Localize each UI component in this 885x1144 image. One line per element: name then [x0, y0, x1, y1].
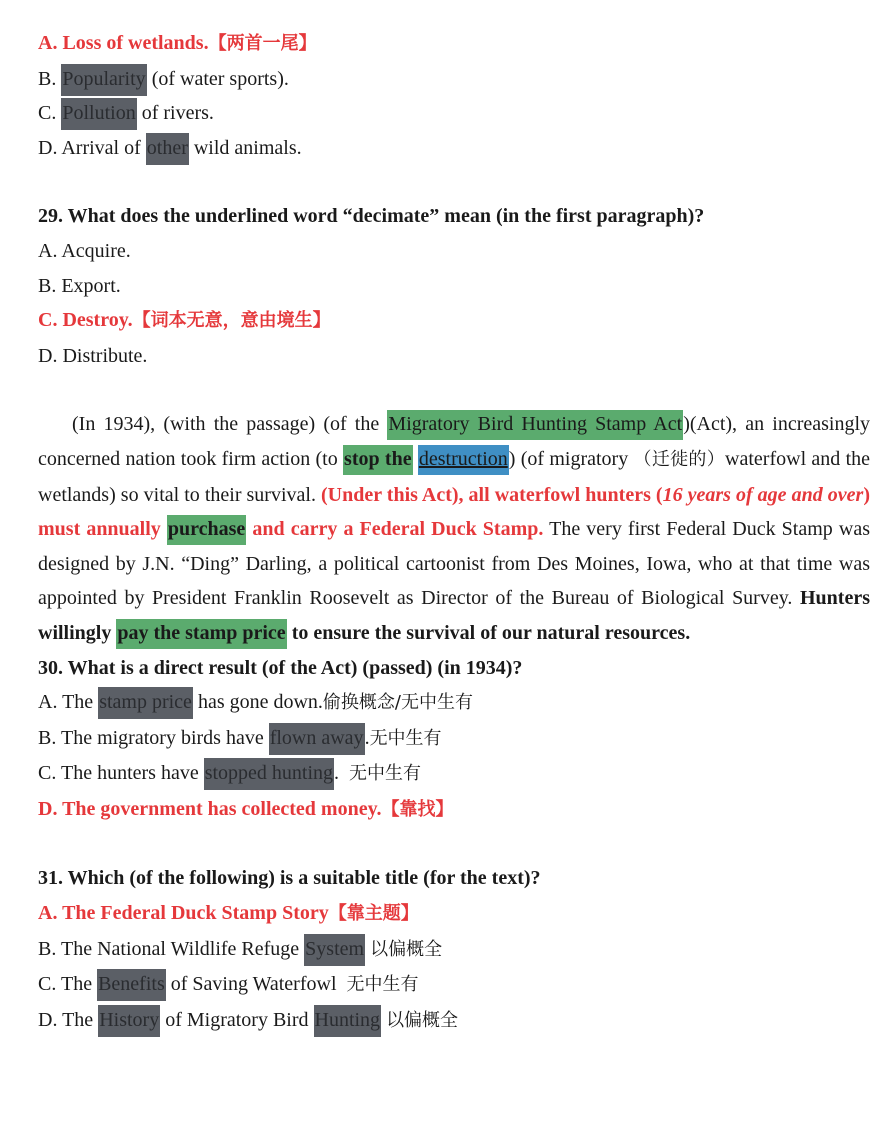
- q29-option-b: B. Export.: [38, 274, 121, 297]
- highlighted-word: System: [304, 934, 365, 966]
- highlighted-word: flown away: [269, 723, 365, 755]
- highlighted-word: stopped hunting: [204, 758, 334, 790]
- passage-text: (In 1934), (with the passage) (of the: [72, 413, 388, 436]
- highlighted-word: other: [146, 133, 189, 165]
- key-sentence-part: (Under this Act), all waterfowl hunters (: [321, 483, 663, 506]
- option-prefix: C.: [38, 102, 62, 125]
- option-prefix: A. The: [38, 691, 99, 714]
- q29-option-a: A. Acquire.: [38, 239, 131, 262]
- highlighted-word: stamp price: [98, 687, 193, 719]
- option-note: 以偏概全: [386, 1009, 459, 1031]
- highlight-destruction: destruction: [418, 445, 509, 475]
- key-sentence-part: ) must annually: [38, 483, 870, 541]
- q31-option-c: [38, 967, 870, 1003]
- option-note: 【两首一尾】: [208, 33, 317, 54]
- option-note: 无中生有: [369, 727, 442, 749]
- highlighted-word: Hunting: [314, 1005, 382, 1037]
- option-note: 【靠找】: [381, 798, 454, 820]
- q29-option-d: D. Distribute.: [38, 344, 148, 367]
- passage-text: )(Act), an increasingly concerned nation took firm action (to: [38, 413, 871, 470]
- option-rest: of Saving Waterfowl: [165, 973, 347, 996]
- option-prefix: C. The: [38, 973, 98, 996]
- q31-option-d: [38, 1003, 870, 1039]
- option-note: 【词本无意，意由境生】: [132, 310, 331, 332]
- key-sentence-italic: 16 years of age and over: [662, 483, 864, 506]
- option-note: 无中生有: [349, 763, 422, 785]
- option-mid: of Migratory Bird: [160, 1008, 314, 1031]
- q28-option-b: [38, 62, 870, 97]
- q30-option-c: [38, 756, 870, 792]
- option-rest: wild animals.: [188, 136, 302, 159]
- highlight-act-name: Migratory Bird Hunting Stamp Act: [387, 410, 683, 440]
- chinese-note: （迁徙的）: [633, 448, 726, 470]
- q28-option-a: [38, 26, 870, 62]
- option-text: A. Loss of wetlands.: [38, 32, 209, 54]
- option-text: A. The Federal Duck Stamp Story: [38, 902, 329, 925]
- q28-option-d: [38, 131, 870, 166]
- highlight-purchase: purchase: [167, 515, 246, 545]
- highlighted-word: Popularity: [61, 64, 146, 96]
- key-sentence-part: and carry a Federal Duck Stamp.: [246, 518, 544, 541]
- q30-option-b: [38, 721, 870, 757]
- option-rest: has gone down.: [192, 691, 323, 714]
- q30-question: 30. What is a direct result (of the Act) (passed) (in 1934)?: [38, 656, 523, 679]
- option-prefix: B. The National Wildlife Refuge: [38, 937, 305, 960]
- q29-question: 29. What does the underlined word “decimate” mean (in the first paragraph)?: [38, 205, 705, 228]
- passage-text: The very first Federal Duck Stamp was designed by J.N. “Ding” Darling, a political cartoonist from Des Moines, Iowa, who at that time was appointed by President Franklin Roosevelt as Director of the Bureau of Biological Survey.: [38, 518, 870, 610]
- highlight-stop-the: stop the: [343, 445, 413, 475]
- option-rest: (of water sports).: [146, 67, 289, 90]
- option-prefix: D. The: [38, 1008, 99, 1031]
- option-rest: of rivers.: [136, 102, 214, 125]
- highlighted-word: Benefits: [97, 969, 166, 1001]
- worksheet-page: [38, 26, 870, 1038]
- bold-sentence-part: to ensure the survival of our natural resources.: [286, 621, 691, 644]
- q31-question: 31. Which (of the following) is a suitable title (for the text)?: [38, 867, 541, 890]
- option-note: 以偏概全: [370, 938, 443, 960]
- option-note: 【靠主题】: [328, 903, 419, 925]
- passage-text: waterfowl and the wetlands) so vital to their survival.: [38, 447, 871, 506]
- passage-text: ) (of migratory: [508, 447, 629, 470]
- highlight-pay-price: pay the stamp price: [116, 619, 286, 649]
- bold-sentence-part: Hunters willingly: [38, 587, 870, 644]
- option-note: 偷换概念/无中生有: [322, 692, 473, 714]
- option-rest: .: [334, 762, 350, 785]
- highlighted-word: History: [98, 1005, 160, 1037]
- option-text: C. Destroy.: [38, 309, 133, 332]
- option-prefix: D. Arrival of: [38, 136, 146, 159]
- highlighted-word: Pollution: [61, 98, 136, 130]
- q29-option-c: [38, 303, 870, 339]
- q28-option-c: [38, 96, 870, 131]
- option-prefix: B.: [38, 67, 62, 90]
- option-prefix: C. The hunters have: [38, 762, 204, 785]
- option-prefix: B. The migratory birds have: [38, 726, 269, 749]
- option-text: D. The government has collected money.: [38, 797, 382, 820]
- q30-option-d: [38, 792, 870, 828]
- q31-option-b: [38, 932, 870, 968]
- passage-paragraph: [38, 407, 870, 650]
- q30-option-a: [38, 685, 870, 721]
- option-note: 无中生有: [346, 974, 419, 996]
- option-rest: .: [364, 726, 370, 749]
- q31-option-a: [38, 896, 870, 932]
